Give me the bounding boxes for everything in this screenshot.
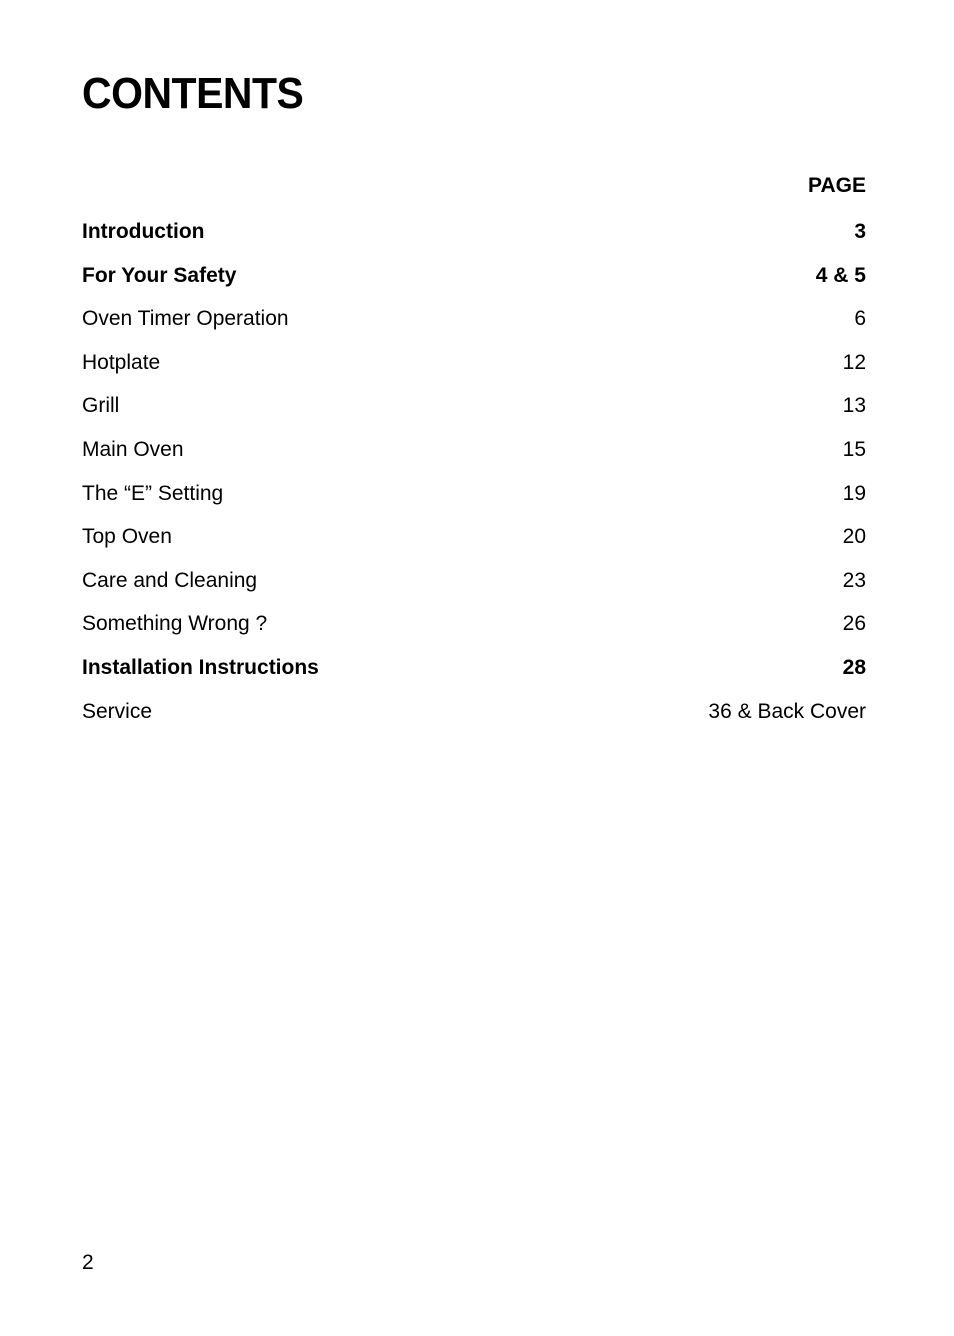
toc-row-care-and-cleaning [82,567,866,611]
toc-row-introduction [82,218,866,262]
toc-row-installation-instructions [82,654,866,698]
toc-entry-page: 26 [842,612,866,636]
toc-entry-page: 3 [854,220,866,243]
toc-row-something-wrong [82,610,866,654]
toc-entry-page: 15 [842,437,866,461]
toc-entry-label: Installation Instructions [82,655,319,679]
toc-entry-label: Grill [82,394,120,418]
toc-entry-page: 12 [842,350,866,374]
toc-entry-label: Top Oven [82,525,172,549]
toc-entry-label: Main Oven [82,437,184,461]
toc-row-grill [82,392,866,436]
toc-entry-label: Something Wrong ? [82,612,268,636]
toc-row-top-oven [82,523,866,567]
toc-entry-label: Introduction [82,220,205,243]
toc-entry-page: 13 [842,394,866,418]
toc-entry-label: Care and Cleaning [82,568,258,592]
toc-entry-page: 19 [842,481,866,505]
toc-row-service [82,698,866,742]
toc-entry-page: 36 & Back Cover [708,699,866,723]
toc-entry-page: 28 [842,655,866,679]
toc-row-oven-timer-operation [82,305,866,349]
toc-entry-label: The “E” Setting [82,481,224,505]
toc-entry-label: Oven Timer Operation [82,307,289,331]
toc-entry-label: For Your Safety [82,263,237,287]
footer-page-number: 2 [82,1251,94,1274]
toc-entry-page: 6 [854,307,866,331]
table-of-contents [82,174,866,741]
toc-row-for-your-safety [82,262,866,306]
page-column-label: PAGE [808,174,866,197]
toc-entry-page: 23 [842,568,866,592]
toc-entry-page: 20 [842,525,866,549]
toc-entry-label: Hotplate [82,350,161,374]
toc-row-e-setting [82,480,866,524]
toc-entry-page: 4 & 5 [815,263,866,287]
toc-row-main-oven [82,436,866,480]
page-column-header [82,174,866,202]
toc-row-hotplate [82,349,866,393]
page-title: CONTENTS [82,69,304,118]
toc-entry-label: Service [82,699,153,723]
